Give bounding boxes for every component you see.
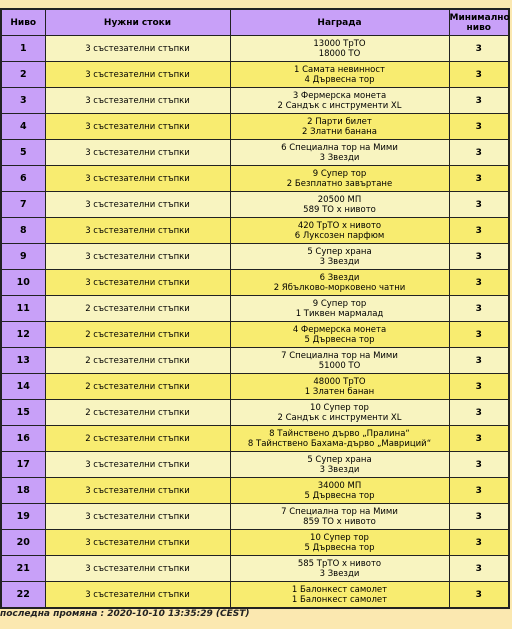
reward-line: 6 Звезди <box>319 272 360 283</box>
needed-goods-cell: 3 състезателни стъпки <box>45 478 230 504</box>
needed-goods-cell: 2 състезателни стъпки <box>45 296 230 322</box>
reward-line: 20500 МП <box>317 194 362 205</box>
reward-line: 9 Супер тор <box>312 168 367 179</box>
reward-line: 3 Звезди <box>319 256 360 267</box>
reward-cell <box>230 400 449 426</box>
table-row <box>1 348 509 374</box>
needed-goods-cell: 3 състезателни стъпки <box>45 36 230 62</box>
reward-cell <box>230 374 449 400</box>
level-cell: 21 <box>1 556 45 582</box>
reward-line: 3 Звезди <box>319 568 360 579</box>
min-level-cell: 3 <box>449 270 509 296</box>
level-cell: 14 <box>1 374 45 400</box>
reward-line: 2 Ябълково-морковено чатни <box>273 282 406 293</box>
min-level-cell: 3 <box>449 556 509 582</box>
needed-goods-cell: 2 състезателни стъпки <box>45 374 230 400</box>
min-level-cell: 3 <box>449 374 509 400</box>
table-row <box>1 36 509 62</box>
reward-line: 8 Тайнствено дърво „Пралина“ <box>269 428 410 439</box>
reward-line: 2 Сандък с инструменти XL <box>277 412 402 423</box>
table-row <box>1 218 509 244</box>
level-cell: 2 <box>1 62 45 88</box>
reward-line: 6 Луксозен парфюм <box>294 230 385 241</box>
min-level-cell: 3 <box>449 140 509 166</box>
table-row <box>1 400 509 426</box>
reward-line: 1 Тиквен мармалад <box>295 308 384 319</box>
reward-line: 5 Дървесна тор <box>304 490 375 501</box>
reward-cell <box>230 218 449 244</box>
reward-line: 5 Дървесна тор <box>304 334 375 345</box>
level-cell: 1 <box>1 36 45 62</box>
reward-line: 3 Фермерска монета <box>292 90 387 101</box>
min-level-cell: 3 <box>449 530 509 556</box>
table-row <box>1 296 509 322</box>
table-row <box>1 88 509 114</box>
table-row <box>1 192 509 218</box>
reward-line: 2 Сандък с инструменти XL <box>277 100 402 111</box>
reward-cell <box>230 88 449 114</box>
reward-line: 4 Дървесна тор <box>304 74 375 85</box>
min-level-cell: 3 <box>449 114 509 140</box>
needed-goods-cell: 3 състезателни стъпки <box>45 114 230 140</box>
needed-goods-cell: 3 състезателни стъпки <box>45 556 230 582</box>
reward-line: 7 Специална тор на Мими <box>281 506 398 517</box>
needed-goods-cell: 3 състезателни стъпки <box>45 192 230 218</box>
level-cell: 3 <box>1 88 45 114</box>
reward-cell <box>230 426 449 452</box>
needed-goods-cell: 3 състезателни стъпки <box>45 244 230 270</box>
level-cell: 19 <box>1 504 45 530</box>
reward-line: 48000 ТрТО <box>313 376 366 387</box>
level-cell: 18 <box>1 478 45 504</box>
needed-goods-cell: 3 състезателни стъпки <box>45 452 230 478</box>
reward-line: 1 Балонкест самолет <box>291 584 388 595</box>
reward-cell <box>230 582 449 609</box>
table-row <box>1 452 509 478</box>
reward-line: 5 Супер храна <box>307 246 372 257</box>
level-cell: 10 <box>1 270 45 296</box>
level-cell: 7 <box>1 192 45 218</box>
reward-cell <box>230 556 449 582</box>
reward-line: 2 Златни банана <box>302 126 377 137</box>
reward-line: 51000 ТО <box>318 360 361 371</box>
reward-cell <box>230 244 449 270</box>
reward-line: 2 Безплатно завъртане <box>286 178 393 189</box>
min-level-cell: 3 <box>449 322 509 348</box>
level-cell: 11 <box>1 296 45 322</box>
reward-line: 5 Супер храна <box>307 454 372 465</box>
reward-line: 6 Специална тор на Мими <box>281 142 398 153</box>
min-level-cell: 3 <box>449 426 509 452</box>
min-level-cell: 3 <box>449 88 509 114</box>
reward-line: 4 Фермерска монета <box>292 324 387 335</box>
needed-goods-cell: 3 състезателни стъпки <box>45 62 230 88</box>
header-level: Ниво <box>1 9 45 36</box>
needed-goods-cell: 3 състезателни стъпки <box>45 166 230 192</box>
reward-line: 8 Тайнствено Бахама-дърво „Мавриций“ <box>247 438 432 449</box>
reward-cell <box>230 296 449 322</box>
needed-goods-cell: 2 състезателни стъпки <box>45 322 230 348</box>
reward-line: 13000 ТрТО <box>313 38 366 49</box>
needed-goods-cell: 3 състезателни стъпки <box>45 582 230 609</box>
level-cell: 22 <box>1 582 45 609</box>
reward-cell <box>230 166 449 192</box>
level-cell: 12 <box>1 322 45 348</box>
min-level-cell: 3 <box>449 244 509 270</box>
reward-cell <box>230 504 449 530</box>
level-cell: 4 <box>1 114 45 140</box>
table-row <box>1 244 509 270</box>
table-row <box>1 166 509 192</box>
min-level-cell: 3 <box>449 36 509 62</box>
reward-line: 10 Супер тор <box>310 402 369 413</box>
reward-line: 5 Дървесна тор <box>304 542 375 553</box>
reward-line: 420 ТрТО x нивото <box>297 220 382 231</box>
reward-line: 18000 ТО <box>318 48 361 59</box>
table-row <box>1 374 509 400</box>
min-level-cell: 3 <box>449 192 509 218</box>
min-level-cell: 3 <box>449 582 509 609</box>
table-row <box>1 478 509 504</box>
reward-line: 9 Супер тор <box>312 298 367 309</box>
reward-line: 859 ТО x нивото <box>303 516 376 527</box>
table-row <box>1 114 509 140</box>
needed-goods-cell: 3 състезателни стъпки <box>45 530 230 556</box>
reward-line: 2 Парти билет <box>307 116 372 127</box>
reward-line: 589 ТО x нивото <box>303 204 376 215</box>
reward-cell <box>230 270 449 296</box>
header-reward: Награда <box>230 9 449 36</box>
reward-line: 3 Звезди <box>319 464 360 475</box>
min-level-cell: 3 <box>449 166 509 192</box>
level-cell: 15 <box>1 400 45 426</box>
header-min-level: Минимално ниво <box>449 9 509 36</box>
min-level-cell: 3 <box>449 62 509 88</box>
reward-line: 3 Звезди <box>319 152 360 163</box>
reward-line: 1 Балонкест самолет <box>291 594 388 605</box>
table-row <box>1 270 509 296</box>
min-level-cell: 3 <box>449 452 509 478</box>
reward-cell <box>230 348 449 374</box>
level-cell: 17 <box>1 452 45 478</box>
last-modified-footer: последна промяна : 2020-10-10 13:35:29 (CEST) <box>0 609 250 619</box>
reward-cell <box>230 140 449 166</box>
level-cell: 16 <box>1 426 45 452</box>
needed-goods-cell: 3 състезателни стъпки <box>45 218 230 244</box>
needed-goods-cell: 2 състезателни стъпки <box>45 426 230 452</box>
level-cell: 9 <box>1 244 45 270</box>
reward-line: 1 Златен банан <box>304 386 375 397</box>
header-needed-goods: Нужни стоки <box>45 9 230 36</box>
reward-cell <box>230 530 449 556</box>
table-body <box>1 36 509 609</box>
reward-cell <box>230 114 449 140</box>
min-level-cell: 3 <box>449 504 509 530</box>
min-level-cell: 3 <box>449 348 509 374</box>
table-row <box>1 530 509 556</box>
table-row <box>1 62 509 88</box>
table-row <box>1 504 509 530</box>
needed-goods-cell: 3 състезателни стъпки <box>45 88 230 114</box>
level-cell: 20 <box>1 530 45 556</box>
table-row <box>1 556 509 582</box>
needed-goods-cell: 2 състезателни стъпки <box>45 400 230 426</box>
reward-cell <box>230 452 449 478</box>
rewards-table <box>0 8 510 609</box>
min-level-cell: 3 <box>449 478 509 504</box>
reward-line: 1 Самата невинност <box>294 64 385 75</box>
needed-goods-cell: 3 състезателни стъпки <box>45 140 230 166</box>
needed-goods-cell: 2 състезателни стъпки <box>45 348 230 374</box>
header-row <box>1 9 509 36</box>
table-row <box>1 582 509 609</box>
reward-line: 34000 МП <box>317 480 362 491</box>
min-level-cell: 3 <box>449 400 509 426</box>
table-row <box>1 322 509 348</box>
level-cell: 6 <box>1 166 45 192</box>
table-row <box>1 140 509 166</box>
table-row <box>1 426 509 452</box>
reward-cell <box>230 192 449 218</box>
reward-cell <box>230 322 449 348</box>
needed-goods-cell: 3 състезателни стъпки <box>45 504 230 530</box>
reward-cell <box>230 62 449 88</box>
needed-goods-cell: 3 състезателни стъпки <box>45 270 230 296</box>
reward-cell <box>230 478 449 504</box>
level-cell: 13 <box>1 348 45 374</box>
reward-line: 585 ТрТО x нивото <box>297 558 382 569</box>
min-level-cell: 3 <box>449 218 509 244</box>
level-cell: 5 <box>1 140 45 166</box>
reward-line: 7 Специална тор на Мими <box>281 350 398 361</box>
min-level-cell: 3 <box>449 296 509 322</box>
reward-cell <box>230 36 449 62</box>
level-cell: 8 <box>1 218 45 244</box>
reward-line: 10 Супер тор <box>310 532 369 543</box>
